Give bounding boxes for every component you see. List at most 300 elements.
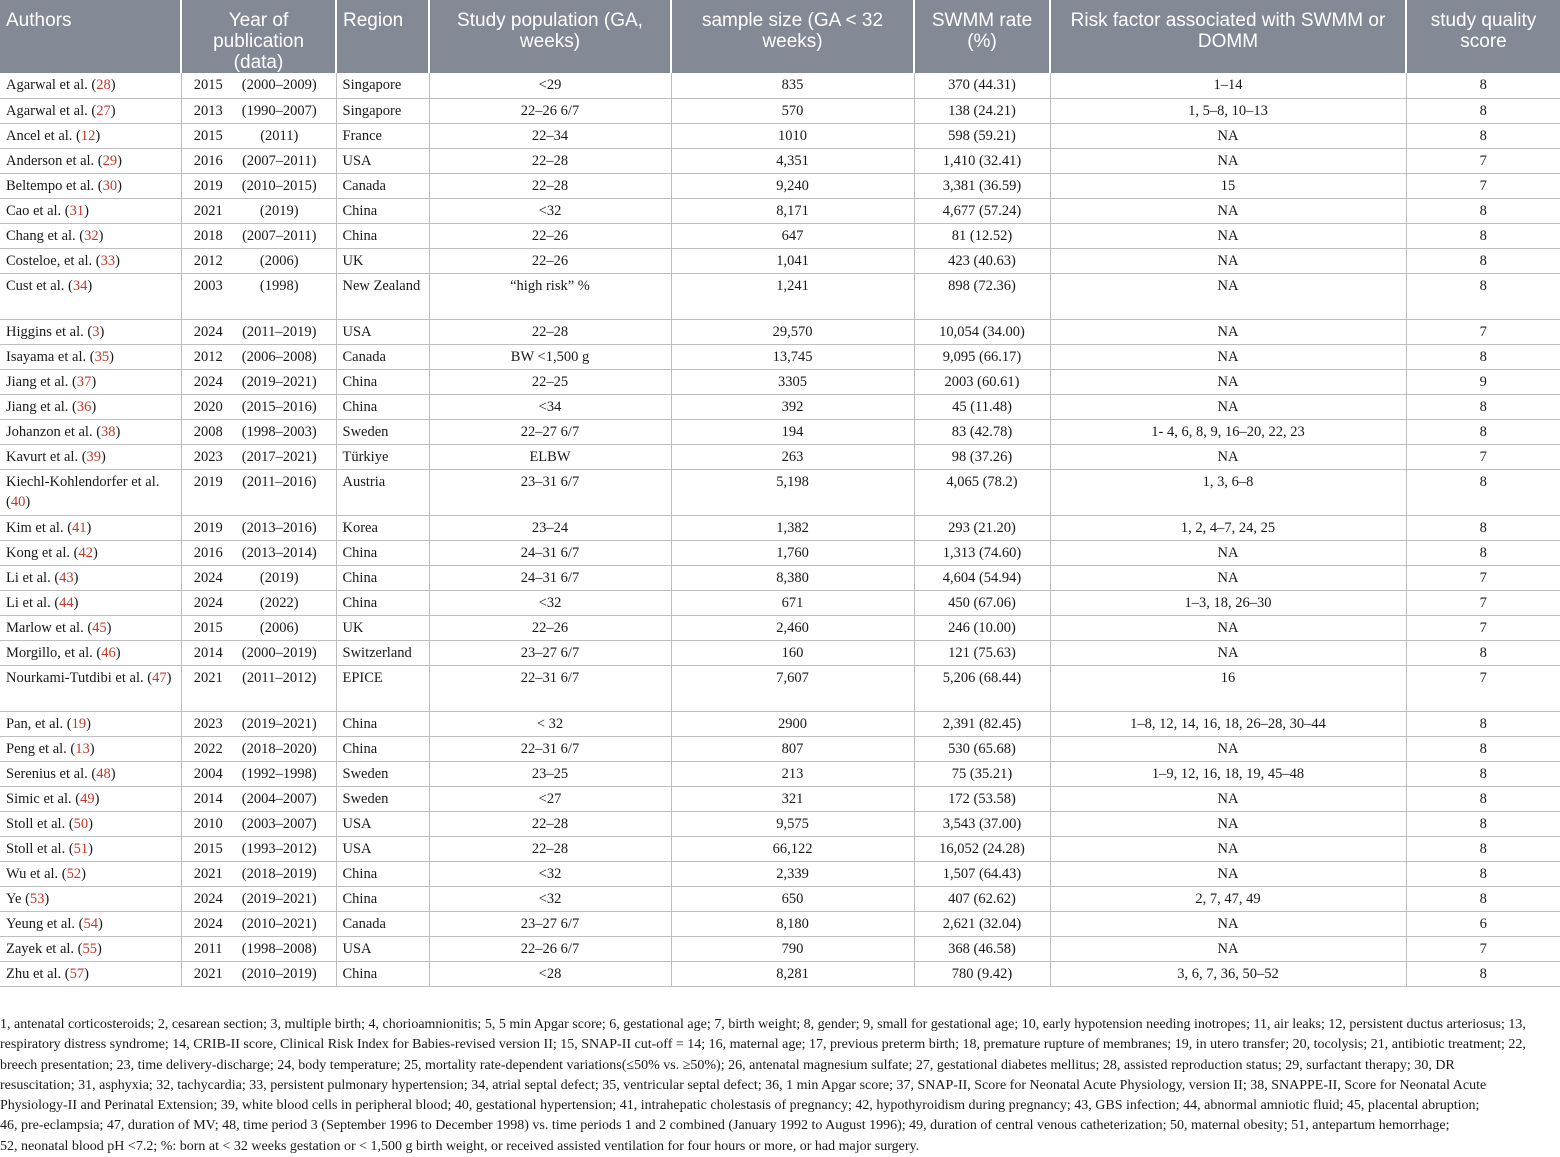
footnote-line: Physiology-II and Perinatal Extension; 39, white blood cells in peripheral blood; 40, gestational hypertension; 41, intrahepatic cholestasis of pregnancy; 42, hypothyroidism during pregnancy; 43, GBS infection; 44, abnormal amniotic fluid; 45, placental abruption;	[0, 1098, 1480, 1114]
cell-population: 22–31 6/7	[429, 736, 671, 761]
cell-data-period: (2011–2012)	[229, 665, 336, 711]
cell-sample-size: 8,180	[671, 911, 914, 936]
table-row	[0, 836, 1560, 861]
cell-quality-score: 7	[1406, 148, 1560, 173]
reference-link[interactable]: 41	[72, 519, 87, 536]
cell-author	[0, 419, 181, 444]
cell-region: New Zealand	[336, 273, 429, 319]
cell-risk-factor: NA	[1050, 123, 1406, 148]
cell-sample-size: 835	[671, 73, 914, 98]
cell-risk-factor: 1, 3, 6–8	[1050, 469, 1406, 515]
cell-sample-size: 1,241	[671, 273, 914, 319]
cell-author	[0, 444, 181, 469]
author-paren-close: )	[166, 669, 172, 686]
cell-quality-score: 8	[1406, 394, 1560, 419]
author-paren-close: )	[117, 177, 122, 194]
cell-population: 22–25	[429, 369, 671, 394]
cell-region: UK	[336, 248, 429, 273]
reference-link[interactable]: 43	[59, 569, 74, 586]
author-paren-close: )	[94, 790, 100, 807]
cell-region: China	[336, 540, 429, 565]
table-row	[0, 469, 1560, 515]
cell-author	[0, 936, 181, 961]
reference-link[interactable]: 57	[69, 965, 85, 982]
cell-region: Sweden	[336, 761, 429, 786]
cell-population: 22–28	[429, 319, 671, 344]
author-paren-close: )	[87, 277, 93, 294]
cell-year: 2021	[181, 861, 229, 886]
cell-swmm-rate: 45 (11.48)	[914, 394, 1050, 419]
cell-population: <34	[429, 394, 671, 419]
cell-population: 22–28	[429, 148, 671, 173]
table-row	[0, 319, 1560, 344]
reference-link[interactable]: 38	[101, 423, 116, 440]
cell-author	[0, 540, 181, 565]
reference-link[interactable]: 48	[96, 765, 111, 782]
cell-population: 24–31 6/7	[429, 540, 671, 565]
cell-data-period: (2010–2019)	[229, 961, 336, 986]
cell-year: 2016	[181, 148, 229, 173]
author-name: Stoll et al. (	[6, 815, 74, 832]
cell-data-period: (1998)	[229, 273, 336, 319]
cell-sample-size: 5,198	[671, 469, 914, 515]
cell-sample-size: 790	[671, 936, 914, 961]
cell-author	[0, 248, 181, 273]
table-row	[0, 540, 1560, 565]
cell-author	[0, 640, 181, 665]
reference-link[interactable]: 19	[71, 715, 87, 732]
reference-link[interactable]: 37	[76, 373, 92, 390]
author-paren-close: )	[88, 815, 94, 832]
table-row	[0, 98, 1560, 123]
cell-swmm-rate: 4,604 (54.94)	[914, 565, 1050, 590]
author-paren-close: )	[44, 890, 50, 907]
cell-region: USA	[336, 811, 429, 836]
author-name: Li et al. (	[6, 569, 60, 586]
cell-author	[0, 319, 181, 344]
author-name: Yeung et al. (	[6, 915, 84, 932]
reference-link[interactable]: 55	[82, 940, 97, 957]
cell-year: 2010	[181, 811, 229, 836]
cell-sample-size: 8,171	[671, 198, 914, 223]
cell-year: 2012	[181, 344, 229, 369]
reference-link[interactable]: 31	[69, 202, 85, 219]
reference-link[interactable]: 39	[86, 448, 102, 465]
cell-region: Canada	[336, 911, 429, 936]
reference-link[interactable]: 44	[59, 594, 74, 611]
author-name: Cao et al. (	[6, 202, 70, 219]
reference-link[interactable]: 29	[102, 152, 118, 169]
cell-author	[0, 394, 181, 419]
cell-sample-size: 2900	[671, 711, 914, 736]
cell-data-period: (2019–2021)	[229, 369, 336, 394]
author-name: Costeloe, et al. (	[6, 252, 101, 269]
reference-link[interactable]: 13	[75, 740, 90, 757]
cell-region: China	[336, 961, 429, 986]
reference-link[interactable]: 53	[29, 890, 45, 907]
cell-year: 2024	[181, 369, 229, 394]
cell-sample-size: 29,570	[671, 319, 914, 344]
cell-quality-score: 7	[1406, 665, 1560, 711]
table-row	[0, 761, 1560, 786]
cell-sample-size: 194	[671, 419, 914, 444]
cell-swmm-rate: 138 (24.21)	[914, 98, 1050, 123]
cell-year: 2015	[181, 615, 229, 640]
cell-sample-size: 4,351	[671, 148, 914, 173]
cell-population: “high risk” %	[429, 273, 671, 319]
cell-sample-size: 2,460	[671, 615, 914, 640]
table-row	[0, 419, 1560, 444]
cell-region: Switzerland	[336, 640, 429, 665]
cell-swmm-rate: 4,677 (57.24)	[914, 198, 1050, 223]
table-row	[0, 344, 1560, 369]
cell-swmm-rate: 246 (10.00)	[914, 615, 1050, 640]
cell-quality-score: 7	[1406, 615, 1560, 640]
footnote	[0, 1015, 1560, 1157]
cell-data-period: (2006)	[229, 615, 336, 640]
cell-data-period: (2007–2011)	[229, 148, 336, 173]
table-row	[0, 665, 1560, 711]
cell-sample-size: 650	[671, 886, 914, 911]
cell-swmm-rate: 5,206 (68.44)	[914, 665, 1050, 711]
cell-swmm-rate: 293 (21.20)	[914, 515, 1050, 540]
cell-sample-size: 213	[671, 761, 914, 786]
cell-year: 2011	[181, 936, 229, 961]
author-paren-close: )	[81, 865, 86, 882]
cell-quality-score: 8	[1406, 98, 1560, 123]
author-name: Simic et al. (	[6, 790, 81, 807]
cell-data-period: (2011–2016)	[229, 469, 336, 515]
cell-risk-factor: NA	[1050, 811, 1406, 836]
cell-region: USA	[336, 319, 429, 344]
cell-swmm-rate: 780 (9.42)	[914, 961, 1050, 986]
cell-data-period: (1992–1998)	[229, 761, 336, 786]
reference-link[interactable]: 32	[84, 227, 99, 244]
reference-link[interactable]: 30	[102, 177, 118, 194]
reference-link[interactable]: 27	[96, 102, 111, 119]
reference-link[interactable]: 49	[80, 790, 95, 807]
cell-swmm-rate: 75 (35.21)	[914, 761, 1050, 786]
cell-region: China	[336, 861, 429, 886]
cell-population: <29	[429, 73, 671, 98]
cell-region: USA	[336, 936, 429, 961]
cell-risk-factor: NA	[1050, 394, 1406, 419]
author-paren-close: )	[117, 152, 122, 169]
cell-risk-factor: 1, 5–8, 10–13	[1050, 98, 1406, 123]
cell-sample-size: 9,240	[671, 173, 914, 198]
cell-population: 22–28	[429, 836, 671, 861]
author-paren-close: )	[88, 840, 94, 857]
footnote-line: breech presentation; 23, time delivery-discharge; 24, body temperature; 25, mortality rate-dependent variations(≤50% vs. ≥50%); 26, antenatal magnesium sulfate; 27, gestational diabetes mellitus; 28, assisted reproduction status; 29, surfactant therapy; 30, DR	[0, 1057, 1455, 1073]
table-row	[0, 515, 1560, 540]
cell-region: China	[336, 736, 429, 761]
cell-author	[0, 615, 181, 640]
cell-region: UK	[336, 615, 429, 640]
cell-population: 23–25	[429, 761, 671, 786]
reference-link[interactable]: 34	[72, 277, 88, 294]
reference-link[interactable]: 50	[73, 815, 89, 832]
cell-author	[0, 836, 181, 861]
cell-risk-factor: NA	[1050, 344, 1406, 369]
cell-population: <32	[429, 198, 671, 223]
cell-sample-size: 13,745	[671, 344, 914, 369]
reference-link[interactable]: 12	[80, 127, 96, 144]
cell-year: 2004	[181, 761, 229, 786]
reference-link[interactable]: 40	[10, 493, 26, 510]
cell-sample-size: 392	[671, 394, 914, 419]
cell-year: 2019	[181, 469, 229, 515]
cell-quality-score: 8	[1406, 223, 1560, 248]
cell-data-period: (2006)	[229, 248, 336, 273]
cell-population: 22–26	[429, 223, 671, 248]
cell-data-period: (2018–2020)	[229, 736, 336, 761]
cell-swmm-rate: 121 (75.63)	[914, 640, 1050, 665]
cell-swmm-rate: 450 (67.06)	[914, 590, 1050, 615]
cell-data-period: (2022)	[229, 590, 336, 615]
cell-risk-factor: NA	[1050, 198, 1406, 223]
author-paren-close: )	[84, 202, 89, 219]
table-row	[0, 861, 1560, 886]
cell-population: 22–31 6/7	[429, 665, 671, 711]
cell-quality-score: 8	[1406, 961, 1560, 986]
author-paren-close: )	[106, 619, 112, 636]
cell-population: <32	[429, 590, 671, 615]
cell-region: China	[336, 886, 429, 911]
footnote-line: 52, neonatal blood pH <7.2; %: born at < 32 weeks gestation or < 1,500 g birth weight, or received assisted ventilation for four hours or more, or had major surgery.	[0, 1138, 920, 1154]
cell-population: BW <1,500 g	[429, 344, 671, 369]
cell-swmm-rate: 2003 (60.61)	[914, 369, 1050, 394]
header-quality-score: study quality score	[1406, 0, 1560, 73]
cell-author	[0, 761, 181, 786]
cell-swmm-rate: 3,381 (36.59)	[914, 173, 1050, 198]
cell-quality-score: 7	[1406, 565, 1560, 590]
author-name: Zhu et al. (	[6, 965, 70, 982]
reference-link[interactable]: 3	[92, 323, 100, 340]
cell-data-period: (2003–2007)	[229, 811, 336, 836]
header-authors: Authors	[0, 0, 181, 73]
reference-link[interactable]: 51	[73, 840, 89, 857]
table-row	[0, 711, 1560, 736]
cell-data-period: (1993–2012)	[229, 836, 336, 861]
author-paren-close: )	[101, 448, 106, 465]
author-name: Cust et al. (	[6, 277, 73, 294]
author-name: Kong et al. (	[6, 544, 79, 561]
cell-quality-score: 7	[1406, 590, 1560, 615]
reference-link[interactable]: 42	[78, 544, 93, 561]
cell-risk-factor: NA	[1050, 861, 1406, 886]
author-name: Ancel et al. (	[6, 127, 81, 144]
author-paren-close: )	[110, 102, 116, 119]
cell-year: 2021	[181, 198, 229, 223]
author-name: Isayama et al. (	[6, 348, 95, 365]
header-population: Study population (GA, weeks)	[429, 0, 671, 73]
cell-population: 23–27 6/7	[429, 640, 671, 665]
cell-author	[0, 148, 181, 173]
cell-year: 2024	[181, 319, 229, 344]
cell-quality-score: 7	[1406, 173, 1560, 198]
reference-link[interactable]: 47	[152, 669, 167, 686]
cell-population: 23–24	[429, 515, 671, 540]
reference-link[interactable]: 45	[92, 619, 107, 636]
reference-link[interactable]: 54	[83, 915, 98, 932]
cell-quality-score: 8	[1406, 786, 1560, 811]
cell-swmm-rate: 4,065 (78.2)	[914, 469, 1050, 515]
author-paren-close: )	[98, 227, 104, 244]
author-name: Nourkami-Tutdibi et al. (	[6, 669, 153, 686]
cell-quality-score: 8	[1406, 515, 1560, 540]
cell-data-period: (2013–2016)	[229, 515, 336, 540]
cell-author	[0, 665, 181, 711]
cell-data-period: (1998–2003)	[229, 419, 336, 444]
cell-sample-size: 3305	[671, 369, 914, 394]
cell-sample-size: 1,382	[671, 515, 914, 540]
cell-quality-score: 6	[1406, 911, 1560, 936]
reference-link[interactable]: 52	[66, 865, 82, 882]
cell-risk-factor: 3, 6, 7, 36, 50–52	[1050, 961, 1406, 986]
cell-risk-factor: NA	[1050, 319, 1406, 344]
author-name: Johanzon et al. (	[6, 423, 102, 440]
cell-year: 2024	[181, 565, 229, 590]
cell-quality-score: 7	[1406, 936, 1560, 961]
cell-sample-size: 570	[671, 98, 914, 123]
table-row	[0, 369, 1560, 394]
cell-year: 2018	[181, 223, 229, 248]
cell-quality-score: 8	[1406, 273, 1560, 319]
cell-author	[0, 223, 181, 248]
cell-sample-size: 807	[671, 736, 914, 761]
author-paren-close: )	[99, 323, 105, 340]
cell-risk-factor: NA	[1050, 911, 1406, 936]
cell-quality-score: 8	[1406, 811, 1560, 836]
author-name: Li et al. (	[6, 594, 60, 611]
reference-link[interactable]: 28	[96, 77, 111, 93]
cell-sample-size: 2,339	[671, 861, 914, 886]
cell-risk-factor: NA	[1050, 615, 1406, 640]
cell-sample-size: 160	[671, 640, 914, 665]
cell-swmm-rate: 423 (40.63)	[914, 248, 1050, 273]
author-paren-close: )	[91, 373, 97, 390]
cell-risk-factor: NA	[1050, 836, 1406, 861]
cell-quality-score: 8	[1406, 469, 1560, 515]
author-paren-close: )	[95, 127, 101, 144]
cell-year: 2019	[181, 515, 229, 540]
cell-quality-score: 8	[1406, 540, 1560, 565]
author-name: Marlow et al. (	[6, 619, 93, 636]
cell-region: Austria	[336, 469, 429, 515]
footnote-line: respiratory distress syndrome; 14, CRIB-II score, Clinical Risk Index for Babies-revised version II; 15, SNAP-II cut-off = 14; 16, maternal age; 17, previous preterm birth; 18, premature rupture of membranes; 19, in utero transfer; 20, tocolysis; 21, antibiotic treatment; 22,	[0, 1037, 1526, 1053]
cell-year: 2014	[181, 640, 229, 665]
cell-population: 22–26 6/7	[429, 936, 671, 961]
cell-author	[0, 590, 181, 615]
cell-sample-size: 1,760	[671, 540, 914, 565]
table-row	[0, 736, 1560, 761]
cell-population: <28	[429, 961, 671, 986]
author-paren-close: )	[109, 348, 114, 365]
author-paren-close: )	[97, 915, 103, 932]
cell-swmm-rate: 83 (42.78)	[914, 419, 1050, 444]
author-name: Wu et al. (	[6, 865, 67, 882]
cell-population: 22–27 6/7	[429, 419, 671, 444]
cell-author	[0, 515, 181, 540]
cell-quality-score: 8	[1406, 711, 1560, 736]
reference-link[interactable]: 35	[94, 348, 110, 365]
cell-sample-size: 1,041	[671, 248, 914, 273]
reference-link[interactable]: 33	[100, 252, 116, 269]
cell-population: 23–27 6/7	[429, 911, 671, 936]
cell-author	[0, 273, 181, 319]
cell-region: Korea	[336, 515, 429, 540]
author-paren-close: )	[86, 715, 91, 732]
cell-risk-factor: 1, 2, 4–7, 24, 25	[1050, 515, 1406, 540]
cell-year: 2016	[181, 540, 229, 565]
cell-swmm-rate: 3,543 (37.00)	[914, 811, 1050, 836]
cell-risk-factor: NA	[1050, 936, 1406, 961]
cell-sample-size: 263	[671, 444, 914, 469]
cell-author	[0, 173, 181, 198]
cell-quality-score: 8	[1406, 640, 1560, 665]
cell-year: 2015	[181, 836, 229, 861]
table-row	[0, 961, 1560, 986]
cell-population: <32	[429, 886, 671, 911]
cell-swmm-rate: 598 (59.21)	[914, 123, 1050, 148]
cell-quality-score: 8	[1406, 761, 1560, 786]
cell-quality-score: 8	[1406, 344, 1560, 369]
cell-risk-factor: NA	[1050, 148, 1406, 173]
cell-year: 2024	[181, 590, 229, 615]
cell-risk-factor: 1- 4, 6, 8, 9, 16–20, 22, 23	[1050, 419, 1406, 444]
cell-swmm-rate: 368 (46.58)	[914, 936, 1050, 961]
cell-population: <27	[429, 786, 671, 811]
author-name: Anderson et al. (	[6, 152, 103, 169]
cell-swmm-rate: 1,507 (64.43)	[914, 861, 1050, 886]
cell-quality-score: 8	[1406, 198, 1560, 223]
cell-data-period: (2011)	[229, 123, 336, 148]
cell-data-period: (2011–2019)	[229, 319, 336, 344]
cell-risk-factor: 15	[1050, 173, 1406, 198]
reference-link[interactable]: 36	[76, 398, 92, 415]
author-name: Higgins et al. (	[6, 323, 93, 340]
cell-author	[0, 565, 181, 590]
cell-swmm-rate: 370 (44.31)	[914, 73, 1050, 98]
author-paren-close: )	[115, 252, 120, 269]
author-paren-close: )	[110, 77, 116, 93]
cell-quality-score: 7	[1406, 319, 1560, 344]
author-paren-close: )	[84, 965, 89, 982]
header-row	[0, 0, 1560, 73]
cell-author	[0, 98, 181, 123]
cell-year: 2024	[181, 886, 229, 911]
header-region: Region	[336, 0, 429, 73]
cell-data-period: (2000–2019)	[229, 640, 336, 665]
cell-risk-factor: NA	[1050, 444, 1406, 469]
cell-risk-factor: 1–14	[1050, 73, 1406, 98]
cell-sample-size: 66,122	[671, 836, 914, 861]
table-row	[0, 148, 1560, 173]
author-name: Agarwal et al. (	[6, 77, 97, 93]
cell-quality-score: 7	[1406, 444, 1560, 469]
cell-quality-score: 8	[1406, 419, 1560, 444]
footnote-line: 1, antenatal corticosteroids; 2, cesarean section; 3, multiple birth; 4, chorioamnionitis; 5, 5 min Apgar score; 6, gestational age; 7, birth weight; 8, gender; 9, small for gestational age; 10, early hypotension needing inotropes; 11, air leaks; 12, persistent ductus arteriosus; 13,	[0, 1017, 1526, 1032]
cell-risk-factor: NA	[1050, 248, 1406, 273]
reference-link[interactable]: 46	[101, 644, 116, 661]
cell-risk-factor: NA	[1050, 640, 1406, 665]
cell-data-period: (2010–2015)	[229, 173, 336, 198]
cell-data-period: (2015–2016)	[229, 394, 336, 419]
cell-year: 2022	[181, 736, 229, 761]
cell-quality-score: 8	[1406, 73, 1560, 98]
author-name: Stoll et al. (	[6, 840, 74, 857]
cell-region: China	[336, 565, 429, 590]
